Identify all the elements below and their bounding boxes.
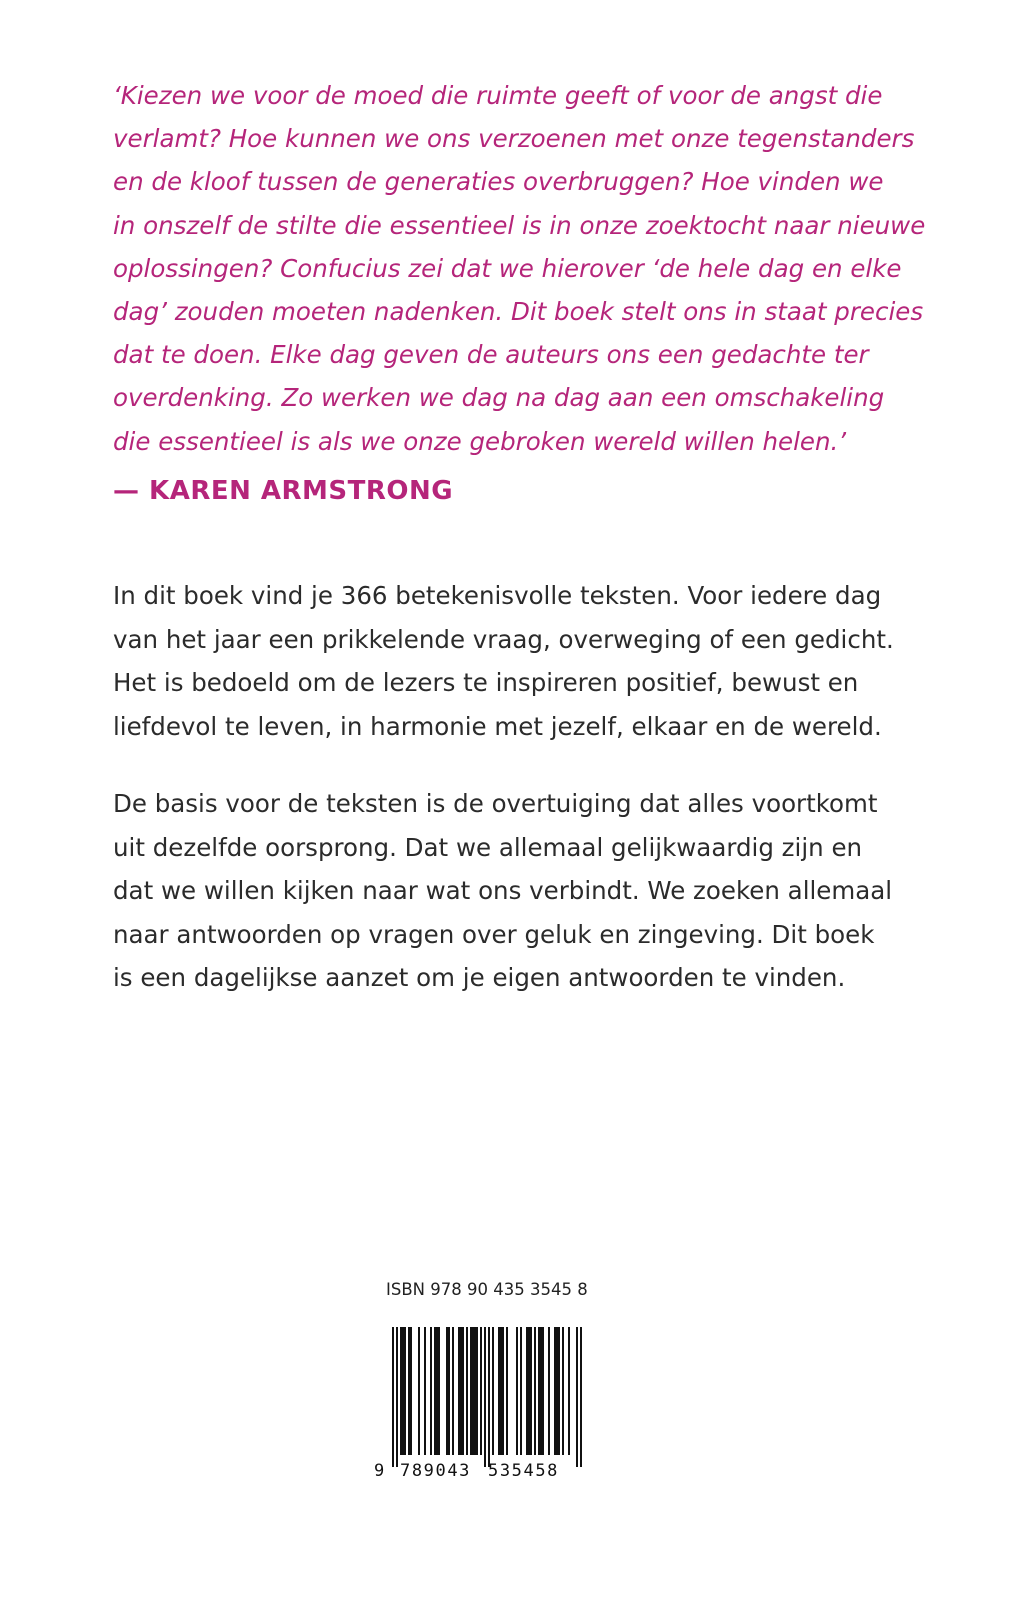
- barcode-bar: [430, 1327, 432, 1455]
- paragraph-line: naar antwoorden op vragen over geluk en zingeving. Dit boek: [113, 919, 875, 949]
- barcode-bar: [402, 1327, 404, 1455]
- barcode-digits-left: 789043: [400, 1461, 472, 1481]
- barcode-bar: [528, 1327, 530, 1455]
- barcode-bar: [520, 1327, 522, 1455]
- quote-line: in onszelf de stilte die essentieel is in onze zoektocht naar nieuwe: [113, 210, 926, 240]
- barcode-bar: [436, 1327, 438, 1455]
- barcode-bar: [500, 1327, 502, 1455]
- isbn-label: ISBN 978 90 435 3545 8: [386, 1280, 588, 1299]
- barcode-bar: [470, 1327, 472, 1455]
- barcode-bar: [448, 1327, 450, 1455]
- barcode-bar: [446, 1327, 448, 1455]
- quote-line: en de kloof tussen de generaties overbruggen? Hoe vinden we: [113, 167, 884, 197]
- barcode-bar: [554, 1327, 556, 1455]
- barcode-bar: [526, 1327, 528, 1455]
- paragraph-line: uit dezelfde oorsprong. Dat we allemaal gelijkwaardig zijn en: [113, 832, 863, 862]
- barcode-bar: [506, 1327, 508, 1455]
- barcode-digit-first: 9: [374, 1461, 385, 1481]
- barcode-bar: [562, 1327, 564, 1455]
- barcode-bar: [502, 1327, 504, 1455]
- barcode-bar: [548, 1327, 550, 1455]
- barcode-bar: [580, 1327, 582, 1467]
- barcode-bar: [418, 1327, 420, 1455]
- quote-line: verlamt? Hoe kunnen we ons verzoenen met onze tegenstanders: [113, 124, 915, 154]
- barcode-bar: [400, 1327, 402, 1455]
- barcode-bar: [392, 1327, 394, 1467]
- barcode-bar: [472, 1327, 474, 1455]
- description-paragraph-2: [113, 782, 913, 1000]
- barcode-bar: [410, 1327, 412, 1455]
- barcode-bar: [462, 1327, 464, 1455]
- barcode-bar: [558, 1327, 560, 1455]
- barcode-bar: [538, 1327, 540, 1455]
- barcode-bar: [480, 1327, 482, 1455]
- quote-line: die essentieel is als we onze gebroken wereld willen helen.’: [113, 426, 847, 456]
- paragraph-line: De basis voor de teksten is de overtuiging dat alles voortkomt: [113, 789, 878, 818]
- description-paragraph-1: [113, 574, 913, 748]
- barcode-bar: [540, 1327, 542, 1455]
- paragraph-line: van het jaar een prikkelende vraag, overweging of een gedicht.: [113, 624, 894, 654]
- paragraph-line: Het is bedoeld om de lezers te inspireren positief, bewust en: [113, 668, 859, 697]
- barcode-bar: [438, 1327, 440, 1455]
- barcode-bar: [476, 1327, 478, 1455]
- quote-line: dag’ zouden moeten nadenken. Dit boek stelt ons in staat precies: [113, 297, 924, 327]
- barcode-bar: [452, 1327, 454, 1455]
- barcode-bar: [576, 1327, 578, 1467]
- quote-line: ‘Kiezen we voor de moed die ruimte geeft of voor de angst die: [113, 81, 883, 110]
- paragraph-line: dat we willen kijken naar wat ons verbindt. We zoeken allemaal: [113, 876, 893, 905]
- barcode-bar: [556, 1327, 558, 1455]
- isbn-barcode: [368, 1323, 592, 1483]
- barcode-bar: [404, 1327, 406, 1455]
- paragraph-line: In dit boek vind je 366 betekenisvolle teksten. Voor iedere dag: [113, 581, 882, 610]
- paragraph-line: liefdevol te leven, in harmonie met jezelf, elkaar en de wereld.: [113, 711, 882, 741]
- barcode-bar: [568, 1327, 570, 1455]
- barcode-bar: [434, 1327, 436, 1455]
- barcode-bar: [466, 1327, 468, 1455]
- barcode-bar: [424, 1327, 426, 1455]
- barcode-bar: [542, 1327, 544, 1455]
- barcode-bar: [488, 1327, 490, 1467]
- barcode-bar: [484, 1327, 486, 1467]
- quote-attribution: — KAREN ARMSTRONG: [113, 476, 454, 506]
- barcode-bar: [460, 1327, 462, 1455]
- barcode-bar: [530, 1327, 532, 1455]
- barcode-bar: [516, 1327, 518, 1455]
- barcode-bar: [396, 1327, 398, 1467]
- barcode-bar: [408, 1327, 410, 1455]
- barcode-digits-right: 535458: [488, 1461, 560, 1481]
- barcode-bar: [458, 1327, 460, 1455]
- barcode-bar: [492, 1327, 494, 1455]
- quote-block: [113, 74, 926, 463]
- quote-line: dat te doen. Elke dag geven de auteurs ons een gedachte ter: [113, 340, 869, 370]
- paragraph-line: is een dagelijkse aanzet om je eigen antwoorden te vinden.: [113, 963, 846, 992]
- quote-line: oplossingen? Confucius zei dat we hierover ‘de hele dag en elke: [113, 253, 902, 283]
- barcode-bar: [534, 1327, 536, 1455]
- barcode-bar: [474, 1327, 476, 1455]
- barcode-bar: [498, 1327, 500, 1455]
- quote-line: overdenking. Zo werken we dag na dag aan een omschakeling: [113, 383, 885, 413]
